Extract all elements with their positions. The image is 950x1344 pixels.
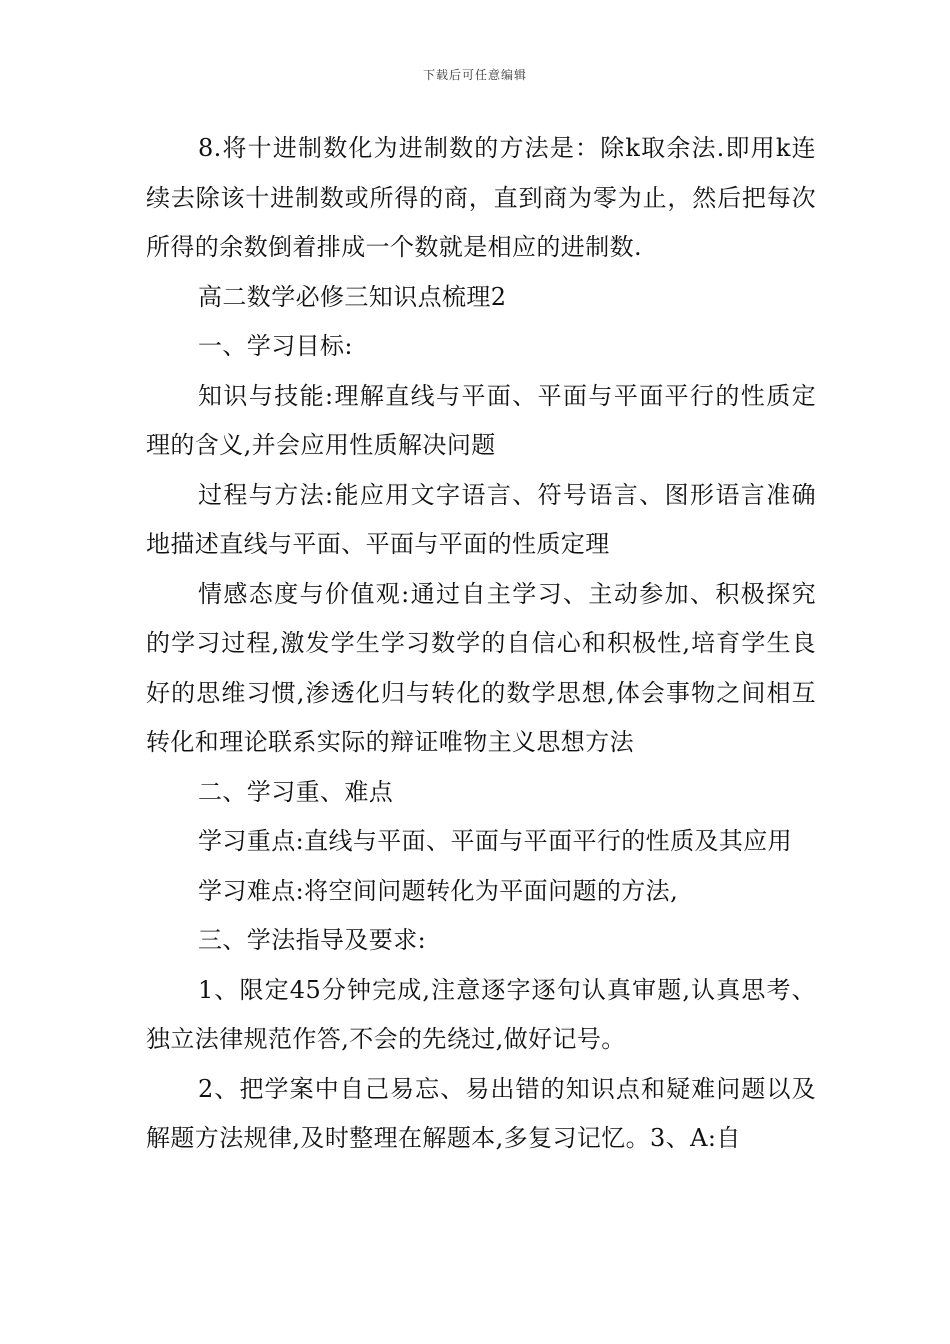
document-body <box>146 124 816 1164</box>
paragraph-conversion-method: 8.将十进制数化为进制数的方法是：除k取余法.即用k连续去除该十进制数或所得的商，直到商为零为止，然后把每次所得的余数倒着排成一个数就是相应的进制数. <box>146 134 816 261</box>
heading-study-guidance: 三、学法指导及要求: <box>198 926 427 954</box>
heading-key-difficult-points: 二、学习重、难点 <box>198 777 394 806</box>
heading-learning-goals: 一、学习目标: <box>198 332 353 360</box>
paragraph-process-methods: 过程与方法:能应用文字语言、符号语言、图形语言准确地描述直线与平面、平面与平面的性质定理 <box>146 480 816 558</box>
paragraph-requirement-2: 2、把学案中自己易忘、易出错的知识点和疑难问题以及解题方法规律,及时整理在解题本,多复习记忆。3、A:自 <box>146 1074 816 1152</box>
paragraph-attitude-values: 情感态度与价值观:通过自主学习、主动参加、积极探究的学习过程,激发学生学习数学的自信心和积极性,培育学生良好的思维习惯,渗透化归与转化的数学思想,体会事物之间相互转化和理论联系实际的辩证唯物主义思想方法 <box>146 579 816 756</box>
page-header-note: 下载后可任意编辑 <box>422 68 527 82</box>
paragraph-knowledge-skills: 知识与技能:理解直线与平面、平面与平面平行的性质定理的含义,并会应用性质解决问题 <box>146 381 816 459</box>
paragraph-difficult-point: 学习难点:将空间问题转化为平面问题的方法, <box>198 876 679 905</box>
paragraph-key-point: 学习重点:直线与平面、平面与平面平行的性质及其应用 <box>198 827 793 855</box>
paragraph-requirement-1: 1、限定45分钟完成,注意逐字逐句认真审题,认真思考、独立法律规范作答,不会的先绕过,做好记号。 <box>146 975 816 1053</box>
section-title: 高二数学必修三知识点梳理2 <box>198 282 507 311</box>
